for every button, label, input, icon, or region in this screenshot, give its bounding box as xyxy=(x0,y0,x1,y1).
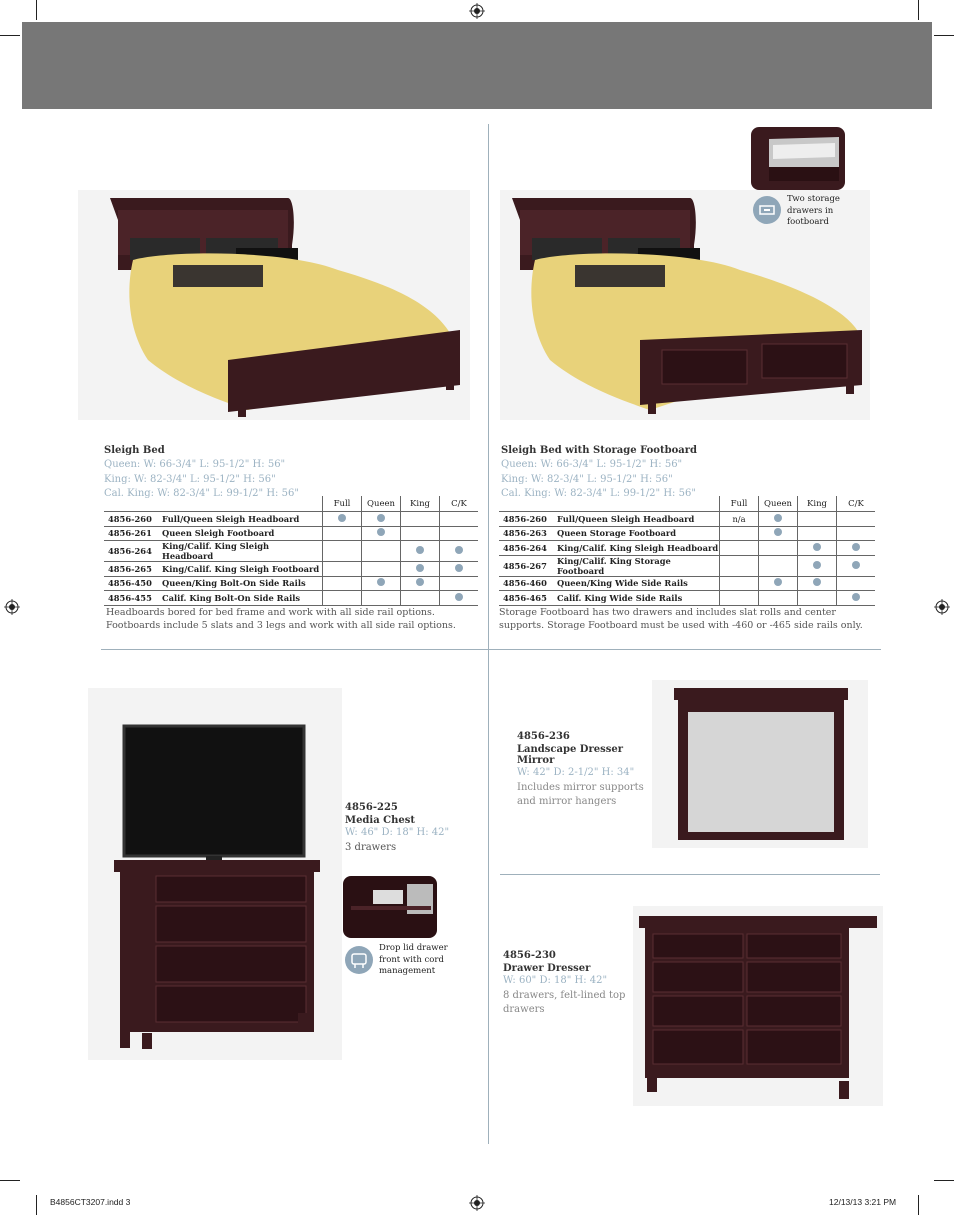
spec-row xyxy=(499,591,875,606)
product-dims: W: 42" D: 2-1/2" H: 34" xyxy=(517,767,635,778)
product-dims: W: 46" D: 18" H: 42" xyxy=(345,827,450,838)
availability-cell xyxy=(720,541,759,556)
availability-cell xyxy=(837,512,876,527)
availability-cell xyxy=(401,591,440,606)
sleigh-bed-title: Sleigh Bed xyxy=(104,445,165,456)
product-desc: 3 drawers xyxy=(345,841,397,853)
item-name: King/Calif. King Sleigh Headboard xyxy=(557,541,720,556)
cord-management-icon xyxy=(345,946,373,974)
dresser-photo xyxy=(633,906,883,1106)
availability-cell xyxy=(837,576,876,591)
sleigh-bed-spec-table xyxy=(104,496,478,606)
available-dot-icon xyxy=(852,543,860,551)
available-dot-icon xyxy=(455,564,463,572)
dims-line: Queen: W: 66-3/4" L: 95-1/2" H: 56" xyxy=(104,459,286,470)
spec-row xyxy=(499,576,875,591)
spec-row xyxy=(104,526,478,541)
availability-cell xyxy=(798,512,837,527)
item-code: 4856-460 xyxy=(499,576,557,591)
item-name: Full/Queen Sleigh Headboard xyxy=(162,512,323,527)
spec-column-header: Full xyxy=(720,496,759,512)
available-dot-icon xyxy=(813,561,821,569)
available-dot-icon xyxy=(455,546,463,554)
product-code: 4856-236 xyxy=(517,731,570,742)
availability-cell xyxy=(362,526,401,541)
item-code: 4856-455 xyxy=(104,591,162,606)
availability-cell xyxy=(440,591,479,606)
spec-column-header: C/K xyxy=(837,496,876,512)
availability-cell xyxy=(759,576,798,591)
section-divider xyxy=(101,649,881,650)
product-desc: Includes mirror supports and mirror hangers xyxy=(517,781,644,807)
trim-mark xyxy=(36,0,37,20)
availability-cell xyxy=(362,512,401,527)
column-divider xyxy=(488,124,489,1144)
trim-mark xyxy=(0,35,20,36)
availability-cell xyxy=(401,541,440,562)
available-dot-icon xyxy=(338,514,346,522)
availability-cell xyxy=(759,591,798,606)
trim-mark xyxy=(0,1180,20,1181)
storage-drawer-inset-photo xyxy=(751,127,845,190)
mirror-info xyxy=(517,731,662,809)
item-name: Queen Storage Footboard xyxy=(557,526,720,541)
availability-cell xyxy=(323,591,362,606)
spec-header-row xyxy=(104,496,478,512)
sleigh-bed-photo xyxy=(78,190,470,420)
sleigh-bed-note: Headboards bored for bed frame and work with all side rail options. Footboards include 5 slats and 3 legs and work with all side rail options. xyxy=(106,607,456,631)
available-dot-icon xyxy=(377,528,385,536)
item-code: 4856-261 xyxy=(104,526,162,541)
product-code: 4856-225 xyxy=(345,802,398,813)
availability-cell xyxy=(759,526,798,541)
available-dot-icon xyxy=(774,528,782,536)
header-banner xyxy=(22,22,932,109)
availability-cell xyxy=(759,512,798,527)
registration-mark-icon xyxy=(4,599,20,615)
spec-column-header: Queen xyxy=(759,496,798,512)
availability-cell xyxy=(362,591,401,606)
spec-row xyxy=(104,576,478,591)
dims-line: King: W: 82-3/4" L: 95-1/2" H: 56" xyxy=(501,473,673,485)
trim-mark xyxy=(918,1195,919,1215)
availability-cell xyxy=(720,555,759,576)
availability-cell xyxy=(798,526,837,541)
trim-mark xyxy=(36,1195,37,1215)
item-name: King/Calif. King Sleigh Footboard xyxy=(162,562,323,577)
registration-mark-icon xyxy=(469,1195,485,1211)
available-dot-icon xyxy=(774,514,782,522)
item-name: King/Calif. King Sleigh Headboard xyxy=(162,541,323,562)
availability-cell xyxy=(798,591,837,606)
spec-row xyxy=(104,591,478,606)
spec-row xyxy=(499,526,875,541)
available-dot-icon xyxy=(416,546,424,554)
spec-row xyxy=(499,512,875,527)
availability-cell xyxy=(759,541,798,556)
availability-cell xyxy=(440,526,479,541)
available-dot-icon xyxy=(416,578,424,586)
footer-stamp: 12/13/13 3:21 PM xyxy=(829,1197,897,1207)
available-dot-icon xyxy=(455,593,463,601)
dims-line: Cal. King: W: 82-3/4" L: 99-1/2" H: 56" xyxy=(501,488,696,499)
item-name: Queen/King Wide Side Rails xyxy=(557,576,720,591)
product-name: Drawer Dresser xyxy=(503,963,591,974)
storage-bed-spec-table xyxy=(499,496,875,606)
storage-bed-dims xyxy=(501,458,696,502)
item-name: King/Calif. King Storage Footboard xyxy=(557,555,720,576)
availability-cell xyxy=(323,541,362,562)
item-code: 4856-264 xyxy=(499,541,557,556)
availability-cell xyxy=(798,541,837,556)
availability-cell xyxy=(440,562,479,577)
availability-cell xyxy=(798,576,837,591)
trim-mark xyxy=(934,35,954,36)
availability-cell xyxy=(401,526,440,541)
item-code: 4856-267 xyxy=(499,555,557,576)
media-chest-photo xyxy=(88,688,342,1060)
spec-row xyxy=(499,555,875,576)
product-name: Landscape Dresser Mirror xyxy=(517,744,624,766)
spec-column-header: King xyxy=(401,496,440,512)
available-dot-icon xyxy=(774,578,782,586)
storage-bed-note: Storage Footboard has two drawers and includes slat rolls and center supports. Storage Footboard must be used with -460 or -465 side rails only. xyxy=(499,607,863,631)
available-dot-icon xyxy=(377,578,385,586)
availability-cell xyxy=(837,591,876,606)
availability-cell xyxy=(323,576,362,591)
availability-cell xyxy=(401,562,440,577)
availability-cell xyxy=(401,576,440,591)
availability-cell xyxy=(440,512,479,527)
availability-cell xyxy=(323,562,362,577)
registration-mark-icon xyxy=(934,599,950,615)
item-code: 4856-260 xyxy=(104,512,162,527)
product-dims: W: 60" D: 18" H: 42" xyxy=(503,975,608,986)
drop-lid-inset-photo xyxy=(343,876,437,938)
trim-mark xyxy=(934,1180,954,1181)
availability-cell xyxy=(440,541,479,562)
storage-feature-caption: Two storage drawers in footboard xyxy=(787,194,840,227)
footer-file: B4856CT3207.indd 3 xyxy=(50,1197,131,1207)
trim-mark xyxy=(918,0,919,20)
product-name: Media Chest xyxy=(345,815,416,826)
dims-line: Cal. King: W: 82-3/4" L: 99-1/2" H: 56" xyxy=(104,488,299,499)
spec-row xyxy=(499,541,875,556)
availability-cell xyxy=(440,576,479,591)
item-name: Queen/King Bolt-On Side Rails xyxy=(162,576,323,591)
item-code: 4856-265 xyxy=(104,562,162,577)
drawer-feature-icon xyxy=(753,196,781,224)
availability-cell xyxy=(362,576,401,591)
available-dot-icon xyxy=(852,593,860,601)
spec-header-row xyxy=(499,496,875,512)
availability-cell xyxy=(720,526,759,541)
item-code: 4856-263 xyxy=(499,526,557,541)
spec-column-header: Full xyxy=(323,496,362,512)
item-code: 4856-260 xyxy=(499,512,557,527)
availability-cell xyxy=(323,526,362,541)
available-dot-icon xyxy=(377,514,385,522)
spec-column-header: King xyxy=(798,496,837,512)
product-code: 4856-230 xyxy=(503,950,556,961)
availability-cell xyxy=(362,562,401,577)
availability-cell xyxy=(759,555,798,576)
item-name: Full/Queen Sleigh Headboard xyxy=(557,512,720,527)
item-code: 4856-465 xyxy=(499,591,557,606)
dims-line: Queen: W: 66-3/4" L: 95-1/2" H: 56" xyxy=(501,459,683,470)
available-dot-icon xyxy=(813,578,821,586)
spec-column-header: Queen xyxy=(362,496,401,512)
availability-cell xyxy=(837,526,876,541)
registration-mark-icon xyxy=(469,3,485,19)
availability-cell xyxy=(837,555,876,576)
spec-row xyxy=(104,541,478,562)
media-feature-caption: Drop lid drawer front with cord management xyxy=(379,943,448,976)
media-chest-info xyxy=(345,802,449,855)
availability-cell xyxy=(720,576,759,591)
availability-cell xyxy=(401,512,440,527)
item-code: 4856-450 xyxy=(104,576,162,591)
available-dot-icon xyxy=(813,543,821,551)
availability-cell xyxy=(798,555,837,576)
availability-cell xyxy=(323,512,362,527)
availability-cell xyxy=(362,541,401,562)
item-code: 4856-264 xyxy=(104,541,162,562)
availability-cell: n/a xyxy=(720,512,759,527)
availability-cell xyxy=(837,541,876,556)
spec-row xyxy=(104,562,478,577)
dims-line: King: W: 82-3/4" L: 95-1/2" H: 56" xyxy=(104,473,276,485)
item-name: Calif. King Wide Side Rails xyxy=(557,591,720,606)
storage-bed-title: Sleigh Bed with Storage Footboard xyxy=(501,445,698,456)
dresser-info xyxy=(503,950,633,1017)
sleigh-bed-dims xyxy=(104,458,299,502)
spec-column-header: C/K xyxy=(440,496,479,512)
item-name: Queen Sleigh Footboard xyxy=(162,526,323,541)
item-name: Calif. King Bolt-On Side Rails xyxy=(162,591,323,606)
available-dot-icon xyxy=(416,564,424,572)
availability-cell xyxy=(720,591,759,606)
available-dot-icon xyxy=(852,561,860,569)
product-desc: 8 drawers, felt-lined top drawers xyxy=(503,989,626,1015)
mirror-photo xyxy=(652,680,868,848)
spec-row xyxy=(104,512,478,527)
section-divider xyxy=(500,874,880,875)
